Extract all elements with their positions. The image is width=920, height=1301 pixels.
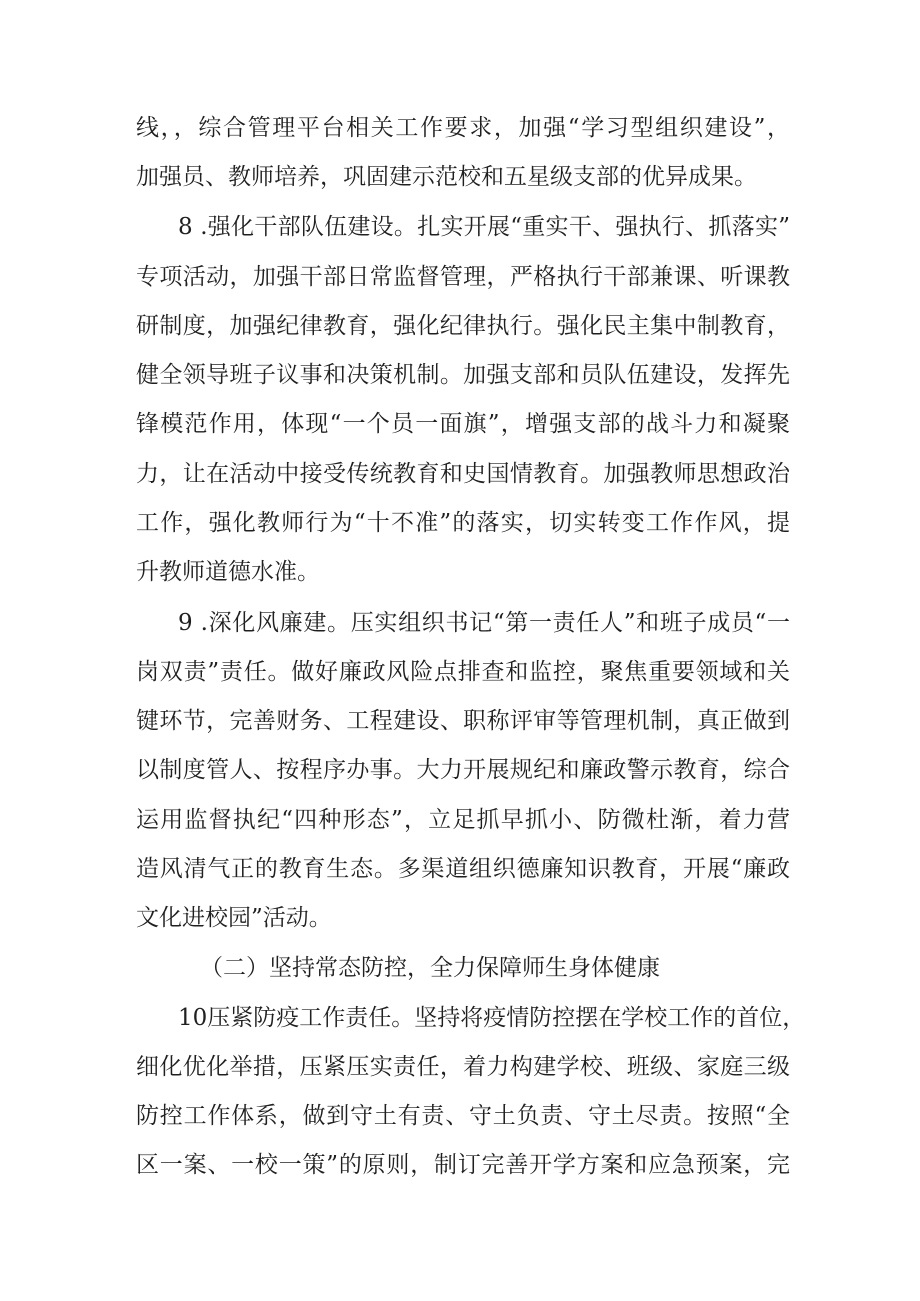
text-line-3: 8 .强化干部队伍建设。扎实开展“重实干、强执行、抓落实” [178,214,790,240]
text-line-14: 以制度管人、按程序办事。大力开展规纪和廉政警示教育，综合 [136,757,790,783]
text-line-2: 加强员、教师培养，巩固建示范校和五星级支部的优异成果。 [136,164,757,190]
text-line-13: 键环节，完善财务、工程建设、职称评审等管理机制，真正做到 [136,708,790,734]
text-line-8: 力，让在活动中接受传统教育和史国情教育。加强教师思想政治 [136,461,790,487]
text-line-11: 9 .深化风廉建。压实组织书记“第一责任人”和班子成员“一 [178,610,790,636]
text-line-10: 升教师道德水准。 [136,559,320,585]
text-line-20: 细化优化举措，压紧压实责任，着力构建学校、班级、家庭三级 [136,1054,790,1080]
text-line-1: 线，，综合管理平台相关工作要求，加强“学习型组织建设”， [136,115,790,141]
text-line-21: 防控工作体系，做到守土有责、守土负责、守土尽责。按照“全 [136,1103,790,1129]
text-line-5: 研制度，加强纪律教育，强化纪律执行。强化民主集中制教育， [136,313,790,339]
text-line-12: 岗双责”责任。做好廉政风险点排查和监控，聚焦重要领域和关 [136,659,790,685]
text-line-9: 工作，强化教师行为“十不准”的落实，切实转变工作作风，提 [136,510,790,536]
text-line-4: 专项活动，加强干部日常监督管理，严格执行干部兼课、听课教 [136,264,790,290]
text-line-7: 锋模范作用，体现“一个员一面旗”，增强支部的战斗力和凝聚 [136,411,790,437]
section-heading: （二）坚持常态防控，全力保障师生身体健康 [200,955,660,981]
text-line-22: 区一案、一校一策”的原则，制订完善开学方案和应急预案，完 [136,1152,790,1178]
text-line-6: 健全领导班子议事和决策机制。加强支部和员队伍建设，发挥先 [136,362,790,388]
text-line-16: 造风清气正的教育生态。多渠道组织德廉知识教育，开展“廉政 [136,856,790,882]
text-line-19: 10压紧防疫工作责任。坚持将疫情防控摆在学校工作的首位， [178,1005,806,1031]
text-line-17: 文化进校园”活动。 [136,905,332,931]
text-line-15: 运用监督执纪“四种形态”，立足抓早抓小、防微杜渐，着力营 [136,807,790,833]
